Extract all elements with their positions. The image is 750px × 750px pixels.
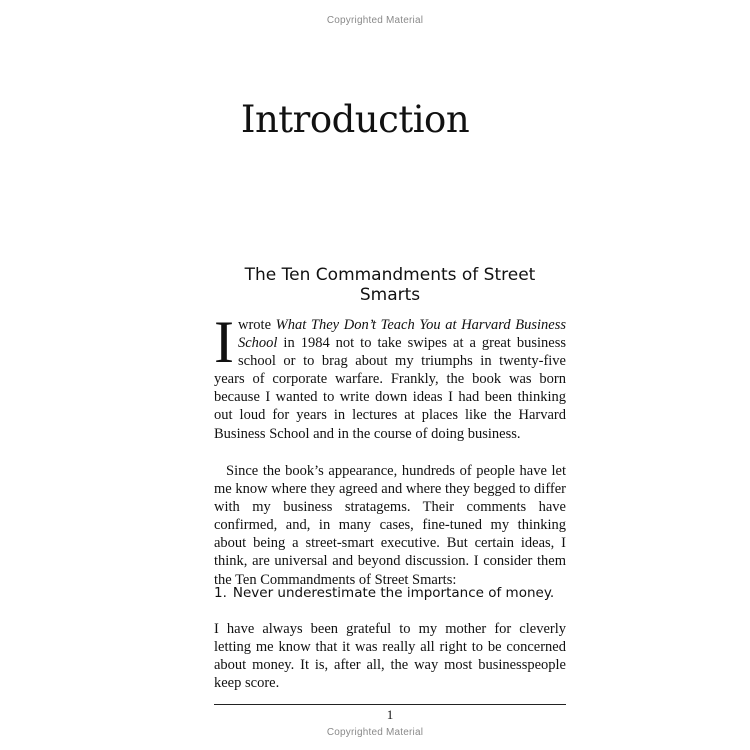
paragraph-money — [214, 620, 566, 692]
chapter-title: Introduction — [240, 98, 470, 141]
page-number: 1 — [386, 707, 394, 722]
paragraph-intro-rest: in 1984 not to take swipes at a great business school or to brag about my triumphs in twenty-five years of corporate warfare. Frankly, the book was born because I wanted to write down ideas I had been thinking out loud for years in lectures at places like the Harvard Business School and in the course of doing business. — [214, 335, 566, 442]
commandment-text: Never underestimate the importance of money. — [232, 585, 555, 601]
book-title: What They Don’t Teach You at Harvard Business School — [237, 317, 566, 352]
commandment-number: 1. — [214, 585, 227, 601]
commandment-heading — [214, 585, 566, 601]
section-heading: The Ten Commandments of Street Smarts — [244, 265, 536, 305]
paragraph-money-text: I have always been grateful to my mother for cleverly letting me know that it was really all right to be concerned about money. It is, after all, the way most businesspeople keep score. — [214, 621, 566, 692]
paragraph-appearance — [214, 462, 566, 589]
copyright-watermark-bottom: Copyrighted Material — [326, 727, 424, 738]
paragraph-intro-lead: wrote — [237, 317, 276, 333]
drop-cap: I — [214, 309, 234, 375]
footer-rule — [214, 704, 566, 705]
paragraph-intro — [214, 309, 566, 443]
paragraph-intro-text — [214, 309, 566, 443]
copyright-watermark-top: Copyrighted Material — [326, 15, 424, 26]
paragraph-appearance-text: Since the book’s appearance, hundreds of people have let me know where they agreed and where they begged to differ with my business stratagems. Their comments have confirmed, and, in many cases, fine-tuned my thinking about being a street-smart executive. But certain ideas, I think, are universal and beyond discussion. I consider them the Ten Commandments of Street Smarts: — [214, 463, 566, 588]
